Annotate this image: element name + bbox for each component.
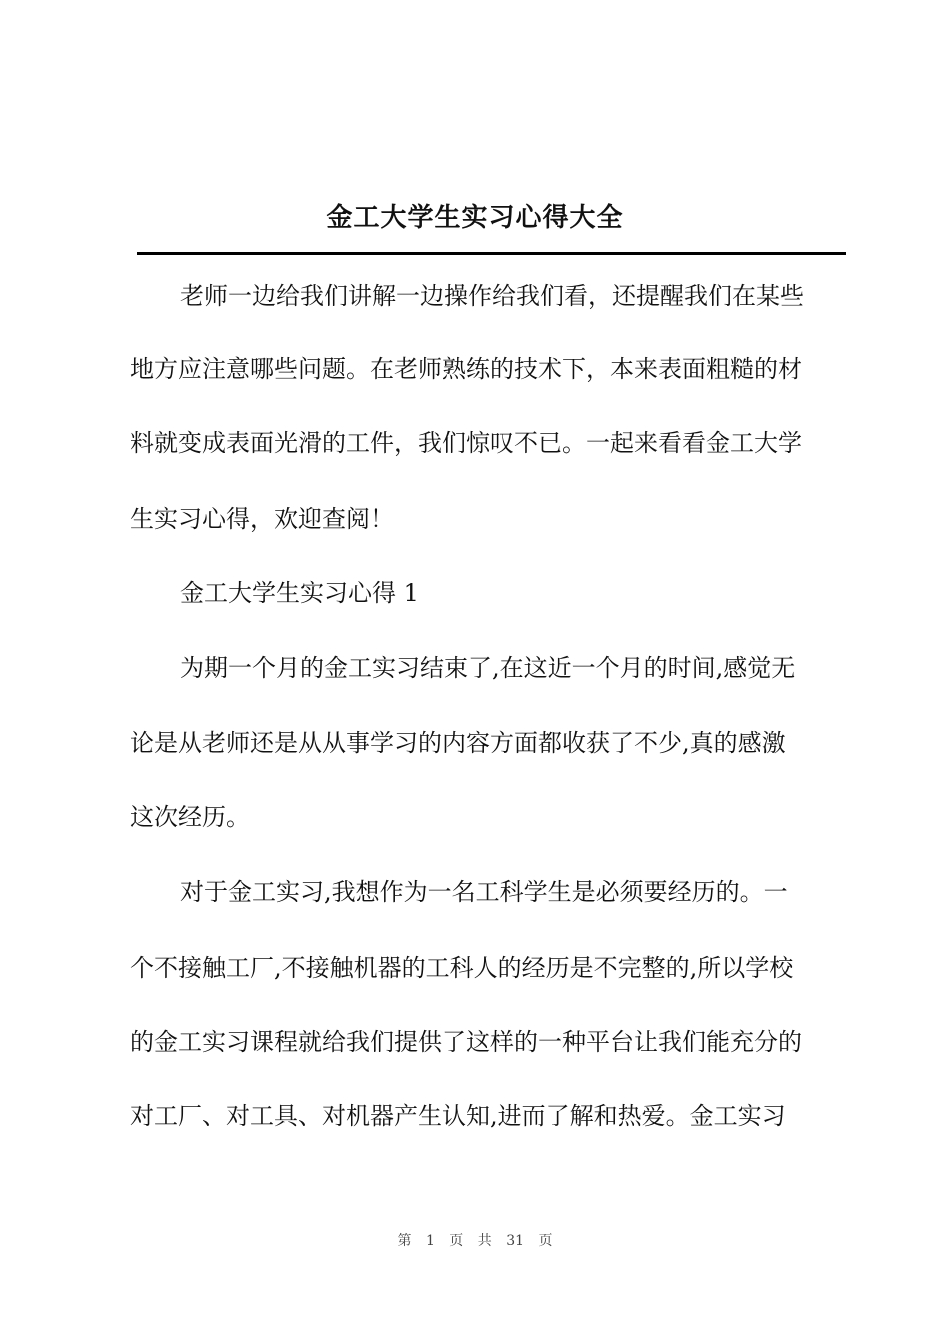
text-line: 料就变成表面光滑的工件，我们惊叹不已。一起来看看金工大学 [130,429,802,457]
page-footer: 第 1 页 共 31 页 [397,1233,553,1249]
text-line: 老师一边给我们讲解一边操作给我们看，还提醒我们在某些 [180,282,804,310]
text-line: 生实习心得，欢迎查阅！ [130,505,394,533]
text-line: 对工厂、对工具、对机器产生认知,进而了解和热爱。金工实习 [130,1102,786,1130]
title-divider [137,252,846,255]
text-line: 为期一个月的金工实习结束了,在这近一个月的时间,感觉无 [180,654,796,682]
text-line: 这次经历。 [130,803,250,831]
text-line: 的金工实习课程就给我们提供了这样的一种平台让我们能充分的 [130,1028,802,1056]
text-line: 地方应注意哪些问题。在老师熟练的技术下，本来表面粗糙的材 [130,355,802,383]
document-title: 金工大学生实习心得大全 [326,203,624,233]
text-line: 个不接触工厂,不接触机器的工科人的经历是不完整的,所以学校 [130,954,794,982]
text-line: 论是从老师还是从从事学习的内容方面都收获了不少,真的感激 [130,729,786,757]
text-line: 对于金工实习,我想作为一名工科学生是必须要经历的。一 [180,878,788,906]
section-heading: 金工大学生实习心得 1 [180,579,419,607]
